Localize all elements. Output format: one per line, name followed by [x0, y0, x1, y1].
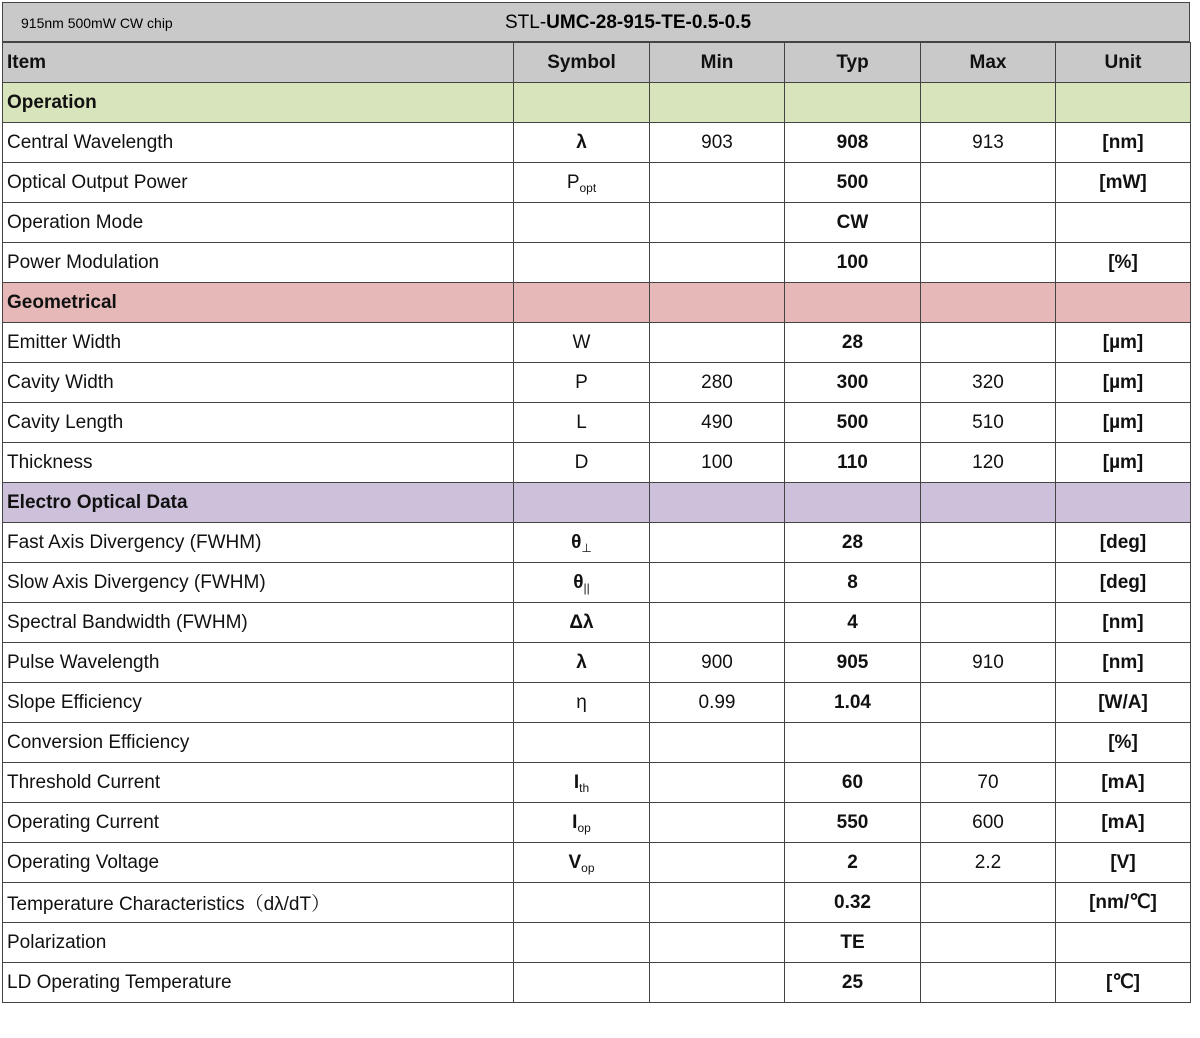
max-cell [921, 923, 1056, 963]
min-cell [650, 163, 785, 203]
typ-cell: 110 [785, 443, 921, 483]
item-cell: Emitter Width [3, 323, 514, 363]
unit-cell: [%] [1056, 723, 1191, 763]
typ-cell [785, 723, 921, 763]
min-cell [650, 323, 785, 363]
symbol-subscript: opt [579, 180, 597, 195]
unit-cell: [µm] [1056, 323, 1191, 363]
min-cell [650, 843, 785, 883]
item-cell: Temperature Characteristics（dλ/dT） [3, 883, 514, 923]
symbol-main: W [572, 331, 591, 353]
max-cell [921, 723, 1056, 763]
unit-cell: [deg] [1056, 563, 1191, 603]
item-cell: Conversion Efficiency [3, 723, 514, 763]
unit-cell: [nm] [1056, 123, 1191, 163]
symbol-cell [514, 723, 650, 763]
symbol-cell [514, 443, 650, 483]
min-cell [650, 603, 785, 643]
table-row [3, 203, 1191, 243]
symbol-subscript: th [579, 780, 590, 795]
part-number-title [3, 3, 1200, 43]
max-cell: 120 [921, 443, 1056, 483]
section-cell [785, 83, 921, 123]
item-cell: Operation Mode [3, 203, 514, 243]
min-cell [650, 523, 785, 563]
item-cell: LD Operating Temperature [3, 963, 514, 1003]
max-cell [921, 243, 1056, 283]
typ-cell: 28 [785, 523, 921, 563]
unit-cell: [nm] [1056, 603, 1191, 643]
max-cell [921, 883, 1056, 923]
symbol-cell [514, 923, 650, 963]
part-number-code: UMC-28-915-TE-0.5-0.5 [546, 12, 752, 33]
table-row [3, 963, 1191, 1003]
min-cell [650, 203, 785, 243]
symbol-main: I [573, 771, 580, 793]
table-row [3, 363, 1191, 403]
symbol-cell [514, 163, 650, 203]
max-cell [921, 963, 1056, 1003]
table-row [3, 763, 1191, 803]
item-cell: Cavity Length [3, 403, 514, 443]
section-cell [1056, 483, 1191, 523]
symbol-cell [514, 603, 650, 643]
typ-cell: TE [785, 923, 921, 963]
unit-cell: [nm/℃] [1056, 883, 1191, 923]
min-cell [650, 803, 785, 843]
section-cell [1056, 83, 1191, 123]
table-row [3, 403, 1191, 443]
spec-table-body [3, 83, 1191, 1003]
symbol-main: θ [571, 531, 582, 553]
section-cell [650, 283, 785, 323]
typ-cell: 100 [785, 243, 921, 283]
unit-cell: [%] [1056, 243, 1191, 283]
column-header-max: Max [921, 43, 1056, 83]
max-cell [921, 683, 1056, 723]
max-cell: 910 [921, 643, 1056, 683]
item-cell: Slope Efficiency [3, 683, 514, 723]
item-cell: Power Modulation [3, 243, 514, 283]
min-cell [650, 883, 785, 923]
section-cell [921, 483, 1056, 523]
table-row [3, 163, 1191, 203]
column-header-symbol: Symbol [514, 43, 650, 83]
table-row [3, 443, 1191, 483]
symbol-cell [514, 363, 650, 403]
table-row [3, 883, 1191, 923]
symbol-main: λ [576, 131, 587, 153]
max-cell [921, 163, 1056, 203]
max-cell: 2.2 [921, 843, 1056, 883]
table-row [3, 923, 1191, 963]
table-row [3, 123, 1191, 163]
symbol-cell [514, 683, 650, 723]
section-cell [1056, 283, 1191, 323]
item-cell: Optical Output Power [3, 163, 514, 203]
min-cell [650, 243, 785, 283]
unit-cell: [deg] [1056, 523, 1191, 563]
unit-cell: [mA] [1056, 803, 1191, 843]
typ-cell: 4 [785, 603, 921, 643]
item-cell: Pulse Wavelength [3, 643, 514, 683]
max-cell: 913 [921, 123, 1056, 163]
min-cell: 900 [650, 643, 785, 683]
column-header-unit: Unit [1056, 43, 1191, 83]
typ-cell: 25 [785, 963, 921, 1003]
unit-cell: [W/A] [1056, 683, 1191, 723]
section-cell [514, 83, 650, 123]
table-row [3, 843, 1191, 883]
symbol-cell [514, 323, 650, 363]
symbol-main: Δλ [569, 611, 594, 633]
typ-cell: 8 [785, 563, 921, 603]
symbol-subscript: op [581, 860, 595, 875]
table-row [3, 603, 1191, 643]
symbol-main: P [575, 371, 588, 393]
spec-table [2, 42, 1191, 1003]
symbol-subscript: op [577, 820, 591, 835]
column-header-min: Min [650, 43, 785, 83]
part-number-prefix: STL- [504, 12, 547, 33]
symbol-cell [514, 243, 650, 283]
typ-cell: 0.32 [785, 883, 921, 923]
min-cell [650, 963, 785, 1003]
item-cell: Operating Voltage [3, 843, 514, 883]
symbol-main: λ [576, 651, 587, 673]
symbol-main: I [572, 811, 578, 833]
unit-cell: [V] [1056, 843, 1191, 883]
unit-cell: [µm] [1056, 403, 1191, 443]
unit-cell: [nm] [1056, 643, 1191, 683]
symbol-cell [514, 203, 650, 243]
unit-cell: [℃] [1056, 963, 1191, 1003]
item-cell: Thickness [3, 443, 514, 483]
typ-cell: 60 [785, 763, 921, 803]
max-cell [921, 603, 1056, 643]
item-cell: Threshold Current [3, 763, 514, 803]
typ-cell: 500 [785, 403, 921, 443]
unit-cell [1056, 203, 1191, 243]
min-cell: 100 [650, 443, 785, 483]
section-row [3, 83, 1191, 123]
symbol-subscript: ⊥ [581, 540, 592, 555]
max-cell [921, 563, 1056, 603]
typ-cell: 28 [785, 323, 921, 363]
table-row [3, 643, 1191, 683]
symbol-cell [514, 963, 650, 1003]
table-row [3, 323, 1191, 363]
section-cell [514, 483, 650, 523]
item-cell: Operating Current [3, 803, 514, 843]
item-cell: Spectral Bandwidth (FWHM) [3, 603, 514, 643]
max-cell [921, 203, 1056, 243]
column-header-row [3, 43, 1191, 83]
max-cell: 510 [921, 403, 1056, 443]
typ-cell: 908 [785, 123, 921, 163]
symbol-main: V [568, 851, 582, 873]
min-cell: 490 [650, 403, 785, 443]
item-cell: Fast Axis Divergency (FWHM) [3, 523, 514, 563]
table-row [3, 683, 1191, 723]
symbol-cell [514, 843, 650, 883]
sheet-header [2, 2, 1190, 42]
symbol-cell [514, 123, 650, 163]
unit-cell: [mA] [1056, 763, 1191, 803]
section-cell [785, 483, 921, 523]
unit-cell: [µm] [1056, 443, 1191, 483]
typ-cell: 500 [785, 163, 921, 203]
section-row [3, 483, 1191, 523]
max-cell: 320 [921, 363, 1056, 403]
unit-cell [1056, 923, 1191, 963]
table-row [3, 243, 1191, 283]
item-cell: Polarization [3, 923, 514, 963]
typ-cell: 550 [785, 803, 921, 843]
min-cell [650, 763, 785, 803]
min-cell: 903 [650, 123, 785, 163]
min-cell: 280 [650, 363, 785, 403]
max-cell: 600 [921, 803, 1056, 843]
section-title: Geometrical [3, 283, 514, 323]
symbol-subscript: || [583, 580, 590, 595]
table-row [3, 723, 1191, 763]
typ-cell: 1.04 [785, 683, 921, 723]
section-cell [650, 83, 785, 123]
item-cell: Central Wavelength [3, 123, 514, 163]
typ-cell: 2 [785, 843, 921, 883]
typ-cell: 905 [785, 643, 921, 683]
table-row [3, 803, 1191, 843]
max-cell: 70 [921, 763, 1056, 803]
chip-description: 915nm 500mW CW chip [21, 15, 173, 31]
section-title: Operation [3, 83, 514, 123]
min-cell [650, 923, 785, 963]
symbol-cell [514, 803, 650, 843]
symbol-main: θ [573, 571, 584, 593]
column-header-typ: Typ [785, 43, 921, 83]
min-cell [650, 563, 785, 603]
typ-cell: 300 [785, 363, 921, 403]
symbol-main: D [574, 451, 589, 473]
section-cell [785, 283, 921, 323]
symbol-cell [514, 883, 650, 923]
item-cell: Slow Axis Divergency (FWHM) [3, 563, 514, 603]
section-cell [921, 83, 1056, 123]
unit-cell: [µm] [1056, 363, 1191, 403]
table-row [3, 563, 1191, 603]
symbol-main: P [566, 171, 580, 193]
unit-cell: [mW] [1056, 163, 1191, 203]
symbol-cell [514, 523, 650, 563]
column-header-item: Item [3, 43, 514, 83]
max-cell [921, 523, 1056, 563]
symbol-main: L [576, 411, 587, 433]
min-cell: 0.99 [650, 683, 785, 723]
table-row [3, 523, 1191, 563]
symbol-cell [514, 763, 650, 803]
section-cell [921, 283, 1056, 323]
symbol-cell [514, 563, 650, 603]
typ-cell: CW [785, 203, 921, 243]
section-title: Electro Optical Data [3, 483, 514, 523]
item-cell: Cavity Width [3, 363, 514, 403]
section-row [3, 283, 1191, 323]
symbol-cell [514, 403, 650, 443]
min-cell [650, 723, 785, 763]
section-cell [514, 283, 650, 323]
section-cell [650, 483, 785, 523]
symbol-cell [514, 643, 650, 683]
max-cell [921, 323, 1056, 363]
symbol-main: η [576, 691, 587, 713]
